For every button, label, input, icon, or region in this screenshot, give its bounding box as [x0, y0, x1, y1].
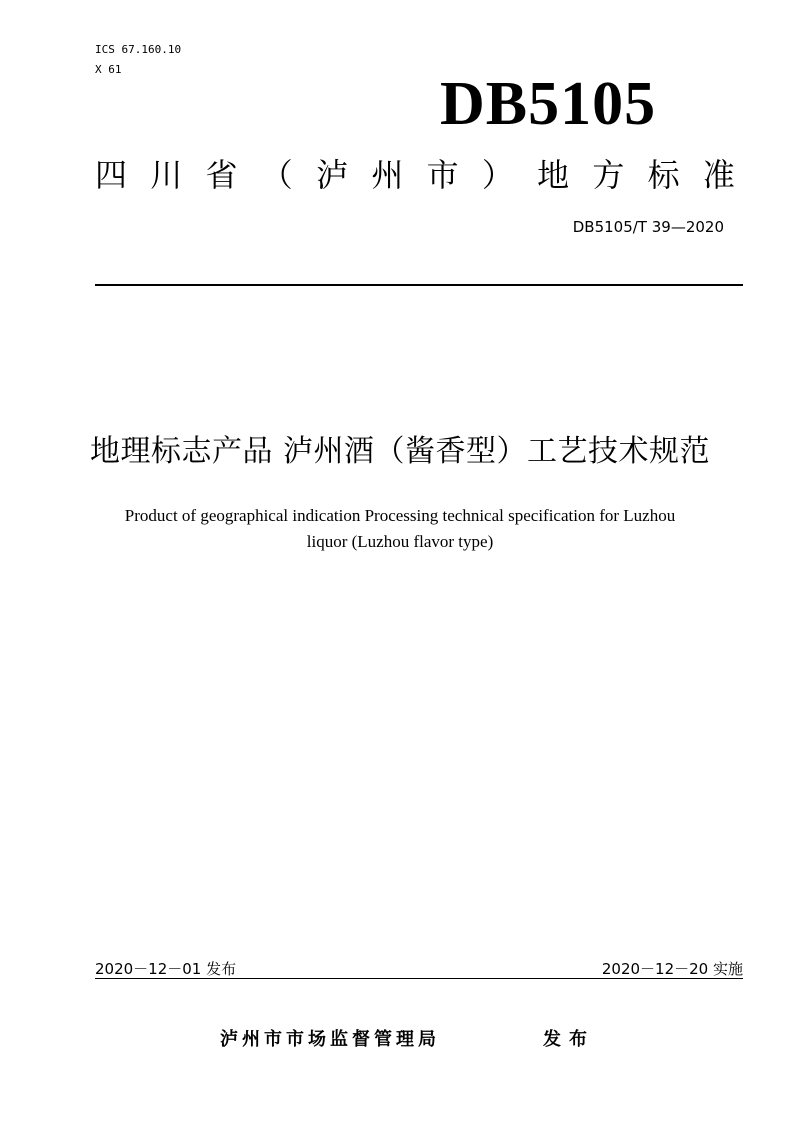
title-english-line-1: Product of geographical indication Processing technical specification for Luzhou	[124, 506, 676, 525]
implementation-date: 2020－12－20 实施	[601, 960, 743, 978]
standard-number: DB5105/T 39—2020	[572, 218, 724, 236]
title-english-line-2: liquor (Luzhou flavor type)	[306, 532, 494, 551]
title-english	[90, 503, 710, 555]
issue-date: 2020－12－01 发布	[95, 960, 237, 978]
standard-type-char: 四	[95, 156, 128, 194]
title-chinese: 地理标志产品 泸州酒（酱香型）工艺技术规范	[89, 434, 711, 469]
standard-type-char: 泸	[316, 156, 349, 194]
standard-type-char: 准	[702, 156, 735, 194]
standard-code: DB5105	[440, 70, 657, 138]
standard-type-char: 市	[426, 156, 459, 194]
classification-code: X 61	[95, 63, 122, 76]
standard-type-char: 州	[371, 156, 404, 194]
issuer-name: 泸州市市场监督管理局	[220, 1029, 440, 1050]
standard-type-char: 标	[647, 156, 680, 194]
ics-code: ICS 67.160.10	[95, 43, 182, 56]
standard-type-char: ）	[481, 156, 514, 194]
standard-type-char: 方	[592, 156, 625, 194]
footer-divider	[95, 978, 743, 979]
standard-type	[95, 153, 735, 197]
standard-type-char: （	[260, 156, 293, 194]
issuer-action: 发布	[543, 1029, 595, 1050]
standard-type-char: 川	[150, 156, 183, 194]
standard-type-char: 省	[205, 156, 238, 194]
standard-type-char: 地	[537, 156, 570, 194]
header-divider	[95, 284, 743, 286]
